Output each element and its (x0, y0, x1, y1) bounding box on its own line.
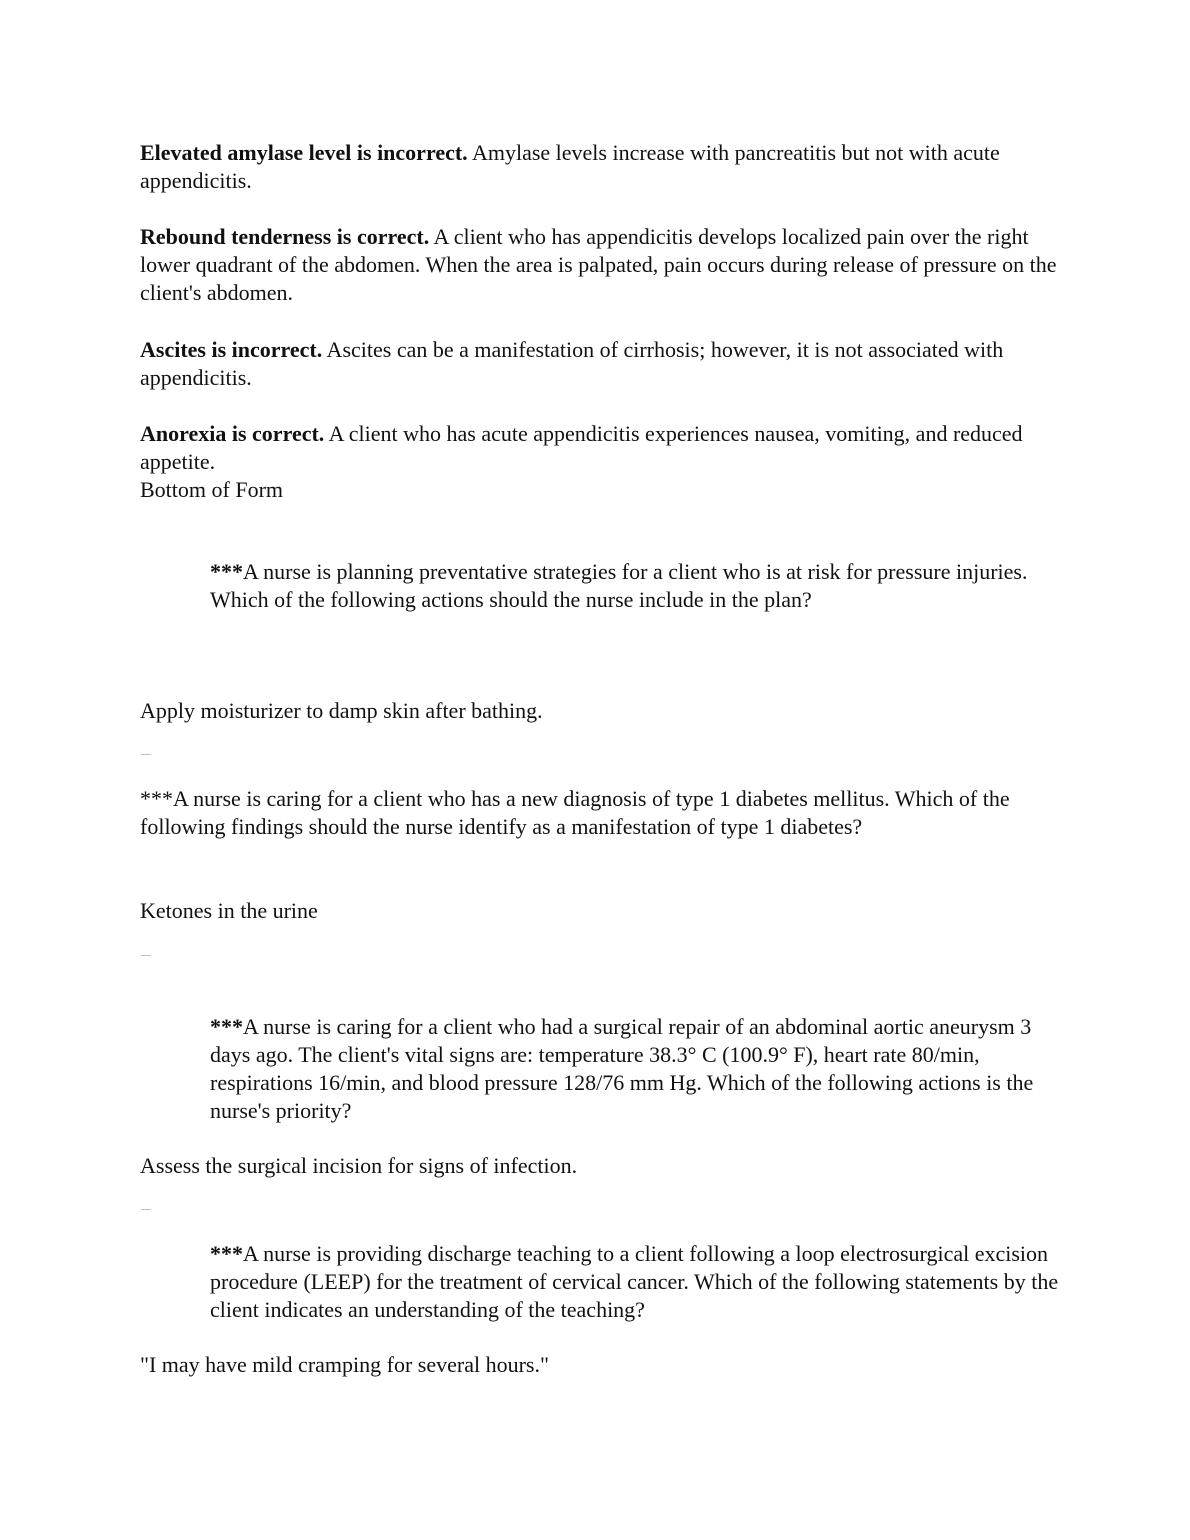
question-stars: *** (210, 559, 243, 584)
question-pressure-injuries (210, 558, 1060, 614)
question-stars: *** (140, 786, 173, 811)
separator-line (141, 1209, 151, 1210)
question-stars: *** (210, 1241, 243, 1266)
question-aortic-aneurysm (210, 1013, 1060, 1125)
question-text: A nurse is providing discharge teaching to a client following a loop electrosurgical excision procedure (LEEP) for the treatment of cervical cancer. Which of the following statements by the client indicates an understanding of the teaching? (210, 1241, 1059, 1322)
answer-aortic-aneurysm: Assess the surgical incision for signs of infection. (140, 1153, 578, 1178)
separator-line (141, 754, 151, 755)
explanation-ascites (140, 336, 1060, 392)
explanation-label: Rebound tenderness is correct. (140, 224, 430, 249)
question-text: A nurse is planning preventative strategies for a client who is at risk for pressure injuries. Which of the following actions should the nurse include in the plan? (210, 559, 1028, 612)
question-text: A nurse is caring for a client who had a surgical repair of an abdominal aortic aneurysm 3 days ago. The client's vital signs are: temperature 38.3° C (100.9° F), heart rate 80/min, respirations 16/min, and blood pressure 128/76 mm Hg. Which of the following actions is the nurse's priority? (210, 1014, 1034, 1123)
explanation-anorexia (140, 420, 1060, 476)
explanation-label: Anorexia is correct. (140, 421, 325, 446)
explanation-label: Ascites is incorrect. (140, 337, 323, 362)
question-leep (210, 1240, 1060, 1324)
explanation-label: Elevated amylase level is incorrect. (140, 140, 468, 165)
explanation-amylase (140, 139, 1060, 195)
explanation-text: Amylase levels increase with pancreatitis but not with acute appendicitis. (140, 140, 1000, 193)
question-type1-diabetes (140, 785, 1060, 841)
explanation-rebound-tenderness (140, 223, 1060, 307)
answer-pressure-injuries: Apply moisturizer to damp skin after bathing. (140, 698, 543, 723)
answer-leep: "I may have mild cramping for several hours." (140, 1352, 549, 1377)
separator-line (141, 955, 151, 956)
answer-type1-diabetes: Ketones in the urine (140, 898, 318, 923)
question-text: A nurse is caring for a client who has a new diagnosis of type 1 diabetes mellitus. Which of the following findings should the nurse identify as a manifestation of type 1 diabetes? (140, 786, 1010, 839)
explanation-text: Ascites can be a manifestation of cirrhosis; however, it is not associated with appendicitis. (140, 337, 1004, 390)
explanation-text: A client who has appendicitis develops localized pain over the right lower quadrant of the abdomen. When the area is palpated, pain occurs during release of pressure on the client's abdomen. (140, 224, 1057, 305)
bottom-of-form-label: Bottom of Form (140, 477, 284, 502)
question-stars: *** (210, 1014, 243, 1039)
explanation-text: A client who has acute appendicitis experiences nausea, vomiting, and reduced appetite. (140, 421, 1023, 474)
